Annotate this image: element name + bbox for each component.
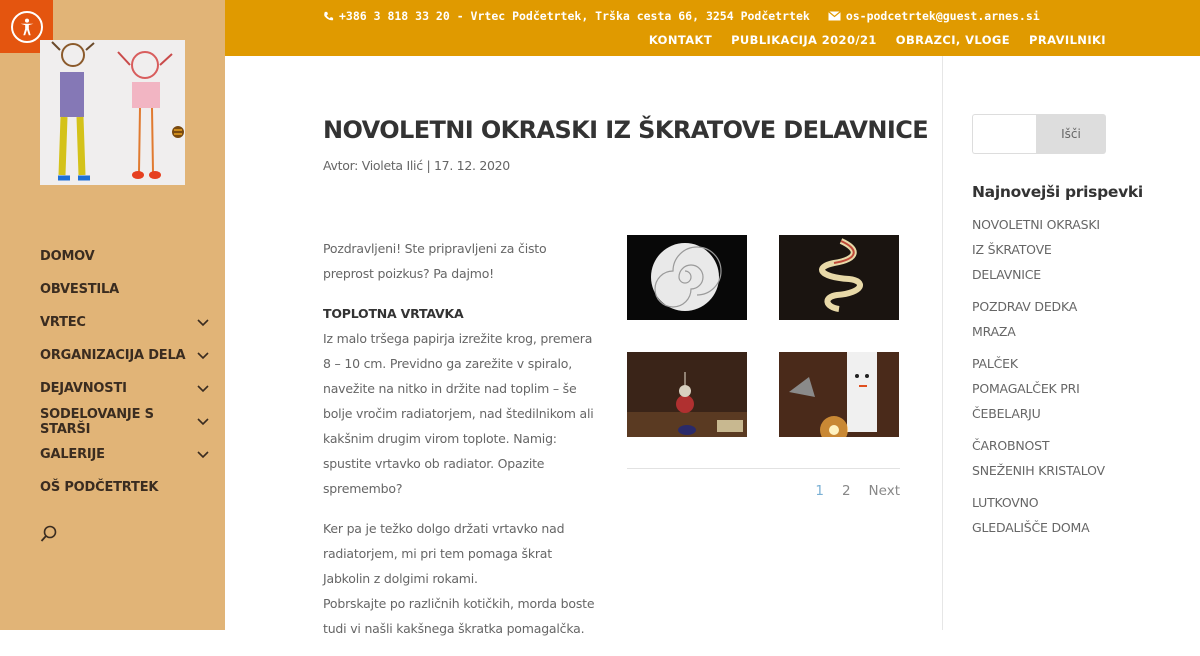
top-nav-publikacija[interactable]: PUBLIKACIJA 2020/21 <box>731 33 877 47</box>
nav-item-organizacija-dela[interactable] <box>40 339 210 372</box>
recent-posts-list <box>972 212 1106 547</box>
post-paragraph <box>323 516 598 641</box>
phone-text: +386 3 818 33 20 - Vrtec Podčetrtek, Trška cesta 66, 3254 Podčetrtek <box>339 9 810 23</box>
chevron-down-icon[interactable] <box>196 316 210 330</box>
nav-item-galerije[interactable] <box>40 438 210 471</box>
accessibility-icon <box>11 11 43 43</box>
recent-post-link[interactable]: LUTKOVNO GLEDALIŠČE DOMA <box>972 495 1090 535</box>
phone-info <box>323 9 810 23</box>
sidebar-search-button[interactable] <box>40 525 58 547</box>
post-text: Pobrskajte po različnih kotičkih, morda boste tudi vi našli kakšnega škratka pomagalčka. <box>323 596 595 636</box>
section-heading: TOPLOTNA VRTAVKA <box>323 306 464 321</box>
chevron-down-icon[interactable] <box>196 448 210 462</box>
recent-post-link[interactable]: PALČEK POMAGALČEK PRI ČEBELARJU <box>972 356 1080 421</box>
email-text: os-podcetrtek@guest.arnes.si <box>845 9 1040 23</box>
search-button[interactable]: Išči <box>1036 114 1106 154</box>
post-meta: Avtor: Violeta Ilić | 17. 12. 2020 <box>323 158 510 173</box>
recent-post-link[interactable]: NOVOLETNI OKRASKI IZ ŠKRATOVE DELAVNICE <box>972 217 1100 282</box>
recent-post-link[interactable]: POZDRAV DEDKA MRAZA <box>972 299 1078 339</box>
gallery-image-hanging-spiral[interactable] <box>779 235 899 320</box>
site-logo[interactable] <box>40 40 185 185</box>
mail-icon <box>828 11 841 21</box>
post-body <box>323 236 598 656</box>
recent-posts-title: Najnovejši prispevki <box>972 183 1143 201</box>
gallery-image-candle[interactable] <box>779 352 899 437</box>
top-nav-obrazci[interactable]: OBRAZCI, VLOGE <box>895 33 1010 47</box>
nav-item-vrtec[interactable] <box>40 306 210 339</box>
recent-post-link[interactable]: ČAROBNOST SNEŽENIH KRISTALOV <box>972 438 1105 478</box>
gallery-pagination <box>815 483 900 499</box>
nav-item-obvestila[interactable] <box>40 273 210 306</box>
next-page-link[interactable]: Next <box>868 483 900 499</box>
search-icon <box>40 525 58 543</box>
chevron-down-icon[interactable] <box>197 415 210 429</box>
chevron-down-icon[interactable] <box>196 349 210 363</box>
phone-icon <box>323 11 334 22</box>
sidebar-divider <box>942 56 943 630</box>
page-2-link[interactable]: 2 <box>841 483 851 499</box>
post-paragraph <box>323 301 598 501</box>
gallery-image-radiator[interactable] <box>627 352 747 437</box>
post-text: Ker pa je težko dolgo držati vrtavko nad radiatorjem, mi pri tem pomaga škrat Jabkolin z dolgimi rokami. <box>323 521 565 586</box>
nav-label: DEJAVNOSTI <box>40 381 127 396</box>
top-nav-pravilniki[interactable]: PRAVILNIKI <box>1028 33 1106 47</box>
widget-search <box>972 114 1106 154</box>
top-nav-kontakt[interactable]: KONTAKT <box>648 33 713 47</box>
gallery-image-spiral[interactable] <box>627 235 747 320</box>
email-link[interactable] <box>828 9 1040 23</box>
nav-label: DOMOV <box>40 249 95 264</box>
top-bar <box>225 0 1200 56</box>
nav-label: ORGANIZACIJA DELA <box>40 348 186 363</box>
sidebar-nav <box>40 240 210 504</box>
nav-label: OBVESTILA <box>40 282 119 297</box>
nav-label: SODELOVANJE S STARŠI <box>40 406 154 437</box>
nav-label: OŠ PODČETRTEK <box>40 480 159 495</box>
post-paragraph: Pozdravljeni! Ste pripravljeni za čisto preprost poizkus? Pa dajmo! <box>323 241 547 281</box>
nav-label: VRTEC <box>40 315 86 330</box>
main-content <box>225 56 942 636</box>
chevron-down-icon[interactable] <box>196 382 210 396</box>
page-1-link[interactable]: 1 <box>815 483 824 499</box>
contact-info <box>323 9 1040 23</box>
nav-item-os-podcetrtek[interactable] <box>40 471 210 504</box>
post-title: NOVOLETNI OKRASKI IZ ŠKRATOVE DELAVNICE <box>323 116 929 144</box>
gallery-divider <box>627 468 900 469</box>
search-input[interactable] <box>972 114 1036 154</box>
nav-label: GALERIJE <box>40 447 105 462</box>
nav-item-domov[interactable] <box>40 240 210 273</box>
post-text: Iz malo tršega papirja izrežite krog, premera 8 – 10 cm. Previdno ga zarežite v spiralo, navežite na nitko in držite nad toplim – še bolje vročim radiatorjem, nad štedilnikom ali kakšnim drugim virom toplote. Namig: spustite vrtavko ob radiator. Opazite spremembo? <box>323 331 594 496</box>
nav-item-sodelovanje-s-starsi[interactable] <box>40 405 210 438</box>
top-nav <box>649 33 1106 47</box>
sidebar <box>0 0 225 630</box>
nav-item-dejavnosti[interactable] <box>40 372 210 405</box>
